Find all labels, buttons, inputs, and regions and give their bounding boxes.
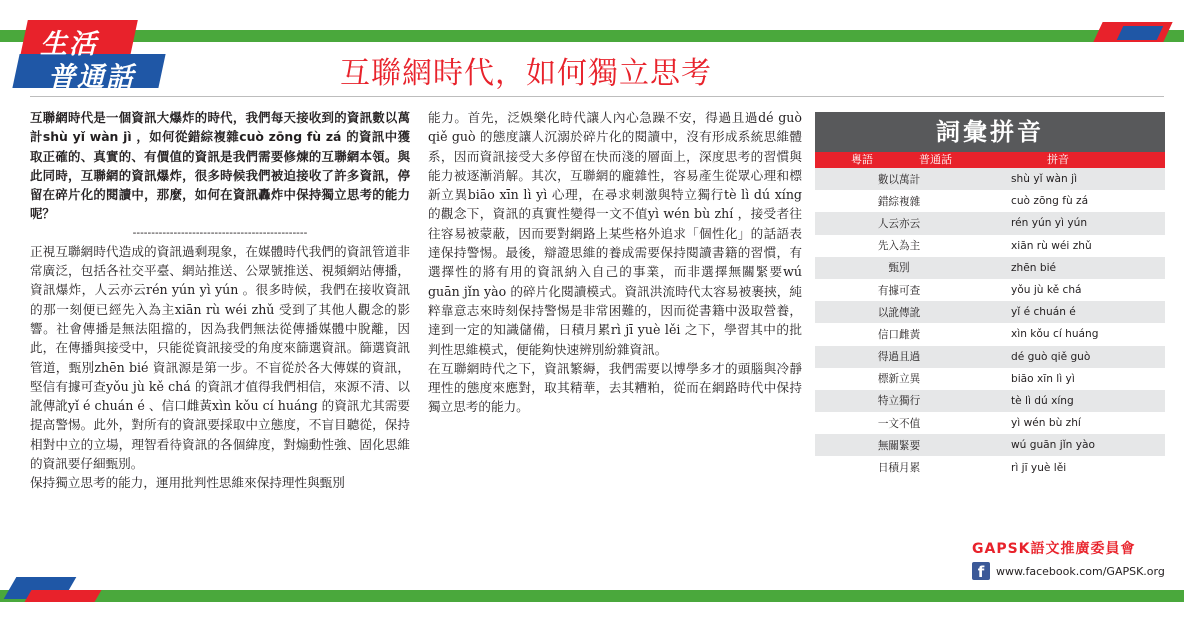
vocab-row [815, 235, 1165, 257]
vocab-row [815, 301, 1165, 323]
vocab-pinyin: zhēn bié [983, 257, 1165, 279]
vocab-row [815, 279, 1165, 301]
vocab-pinyin: yǒu jù kě chá [983, 279, 1165, 301]
vocab-pinyin: shù yǐ wàn jì [983, 168, 1165, 190]
vocab-row [815, 323, 1165, 345]
vocab-row [815, 190, 1165, 212]
vocab-pinyin: xiān rù wéi zhǔ [983, 235, 1165, 257]
vocab-pinyin: wú guān jǐn yào [983, 434, 1165, 456]
body-paragraph-2: 保持獨立思考的能力，運用批判性思維來保持理性與甄別 [30, 475, 345, 491]
article-title: 互聯網時代，如何獨立思考 [340, 56, 712, 91]
vocab-term: 一文不值 [815, 412, 983, 434]
vocab-pinyin: dé guò qiě guò [983, 346, 1165, 368]
article-column-1 [30, 108, 410, 493]
bottom-red-stripe [25, 590, 102, 602]
vocab-pinyin: yì wén bù zhí [983, 412, 1165, 434]
vocab-term: 標新立異 [815, 368, 983, 390]
top-green-band [0, 30, 1184, 42]
column-header-putonghua: 普通話 [919, 153, 952, 166]
vocab-term: 無關緊要 [815, 434, 983, 456]
vocabulary-heading: 詞彙拼音 [815, 112, 1165, 152]
top-blue-stripe [1117, 26, 1164, 40]
vocab-term: 特立獨行 [815, 390, 983, 412]
vocab-term: 以訛傳訛 [815, 301, 983, 323]
vocabulary-box [815, 112, 1165, 479]
vocab-pinyin: cuò zōng fù zá [983, 190, 1165, 212]
body-paragraph-3: 能力。首先，泛娛樂化時代讓人內心急躁不安，得過且過dé guò qiě guò 的態度讓人沉溺於碎片化的閱讀中，沒有形成系統思維體系，因而資訊接受大多停留在快而淺的層面上，深度思考的習慣與能力被逐漸消解。其次，互聯網的龐雜性，容易產生從眾心理和標新立異biāo xīn lì yì 心理，在尋求刺激與特立獨行tè lì dú xíng 的觀念下，資訊的真實性變得一文不值yì wén bù zhí ，接受者往往容易被蒙蔽，因而要對網路上某些格外追求「個性化」的話語表達保持警惕。最後，辯證思維的養成需要保持閱讀書籍的習慣，有選擇性的將有用的資訊納入自己的事業，而非選擇無關緊要wú guān jǐn yào 的碎片化閱讀模式。資訊洪流時代太容易被裹挾，純粹靠意志來時刻保持警惕是非常困難的，因而從書籍中汲取營養，達到一定的知識儲備，日積月累rì jī yuè lěi 之下，學習其中的批判性思維模式，便能夠快速辨別紛雜資訊。 [428, 110, 802, 357]
facebook-icon[interactable]: f [972, 562, 990, 580]
title-divider [30, 96, 1164, 97]
vocab-term: 錯綜複雜 [815, 190, 983, 212]
vocab-row [815, 257, 1165, 279]
vocab-row [815, 434, 1165, 456]
vocab-row [815, 368, 1165, 390]
article-column-2 [428, 108, 802, 417]
vocab-pinyin: rì jī yuè lěi [983, 456, 1165, 478]
vocab-term: 數以萬計 [815, 168, 983, 190]
vocab-term: 甄別 [815, 257, 983, 279]
column-header-cantonese: 粵語 [851, 153, 873, 166]
vocab-term: 人云亦云 [815, 212, 983, 234]
vocab-row [815, 390, 1165, 412]
body-paragraph-1: 正視互聯網時代造成的資訊過剩現象，在媒體時代我們的資訊管道非常廣泛，包括各社交平臺、網站推送、公眾號推送、視頻網站傳播，資訊爆炸，人云亦云rén yún yì yún 。很多時候，我們在接收資訊的那一刻便已經先入為主xiān rù wéi zhǔ 受到了其他人觀念的影響。社會傳播是無法阻擋的，因為我們無法從傳播媒體中脫離，因此，在傳播與接受中，只能從資訊接受的角度來篩選資訊。篩選資訊管道，甄別zhēn bié 資訊源是第一步。不盲從於各大傳媒的資訊，堅信有據可查yǒu jù kě chá 的資訊才值得我們相信，來源不清、以訛傳訛yǐ é chuán é 、信口雌黃xìn kǒu cí huáng 的資訊尤其需要提高警惕。此外，對所有的資訊要採取中立態度，不盲目聽從，保持相對中立的立場，理智看待資訊的各個緯度，對煽動性強、固化思維的資訊要仔細甄別。 [30, 243, 410, 472]
logo-text-line1: 生活 [40, 29, 98, 60]
vocab-pinyin: tè lì dú xíng [983, 390, 1165, 412]
organization-name: GAPSK語文推廣委員會 [972, 541, 1136, 557]
vocab-pinyin: yǐ é chuán é [983, 301, 1165, 323]
vocab-pinyin: rén yún yì yún [983, 212, 1165, 234]
vocab-row [815, 412, 1165, 434]
vocab-pinyin: biāo xīn lì yì [983, 368, 1165, 390]
vocab-row [815, 346, 1165, 368]
vocab-term: 先入為主 [815, 235, 983, 257]
vocabulary-column-headers [815, 152, 1165, 168]
vocab-term: 信口雌黃 [815, 323, 983, 345]
vocab-row [815, 168, 1165, 190]
vocab-pinyin: xìn kǒu cí huáng [983, 323, 1165, 345]
vocab-term: 有據可查 [815, 279, 983, 301]
facebook-url-link[interactable]: www.facebook.com/GAPSK.org [996, 565, 1165, 578]
logo-text-line2: 普通話 [48, 62, 135, 93]
vocab-row [815, 212, 1165, 234]
body-paragraph-4: 在互聯網時代之下，資訊繁縟，我們需要以博學多才的頭腦與冷靜理性的態度來應對，取其精華，去其糟粕，從而在網路時代中保持獨立思考的能力。 [428, 360, 802, 415]
bottom-green-band [0, 590, 1184, 602]
vocab-term: 日積月累 [815, 456, 983, 478]
column-header-pinyin: 拼音 [1047, 153, 1069, 166]
section-divider: ----------------------------------------------- [132, 225, 308, 239]
lead-paragraph: 互聯網時代是一個資訊大爆炸的時代，我們每天接收到的資訊數以萬計shù yǐ wàn jì ，如何從錯綜複雜cuò zōng fù zá 的資訊中獲取正確的、真實的、有價值的資訊是我們需要修煉的互聯網本領。與此同時，互聯網的資訊爆炸，很多時候我們被迫接收了許多資訊，停留在碎片化的閱讀中，那麼，如何在資訊轟炸中保持獨立思考的能力呢？ [30, 110, 410, 222]
vocab-row [815, 456, 1165, 478]
vocab-term: 得過且過 [815, 346, 983, 368]
vocabulary-table [815, 168, 1165, 479]
